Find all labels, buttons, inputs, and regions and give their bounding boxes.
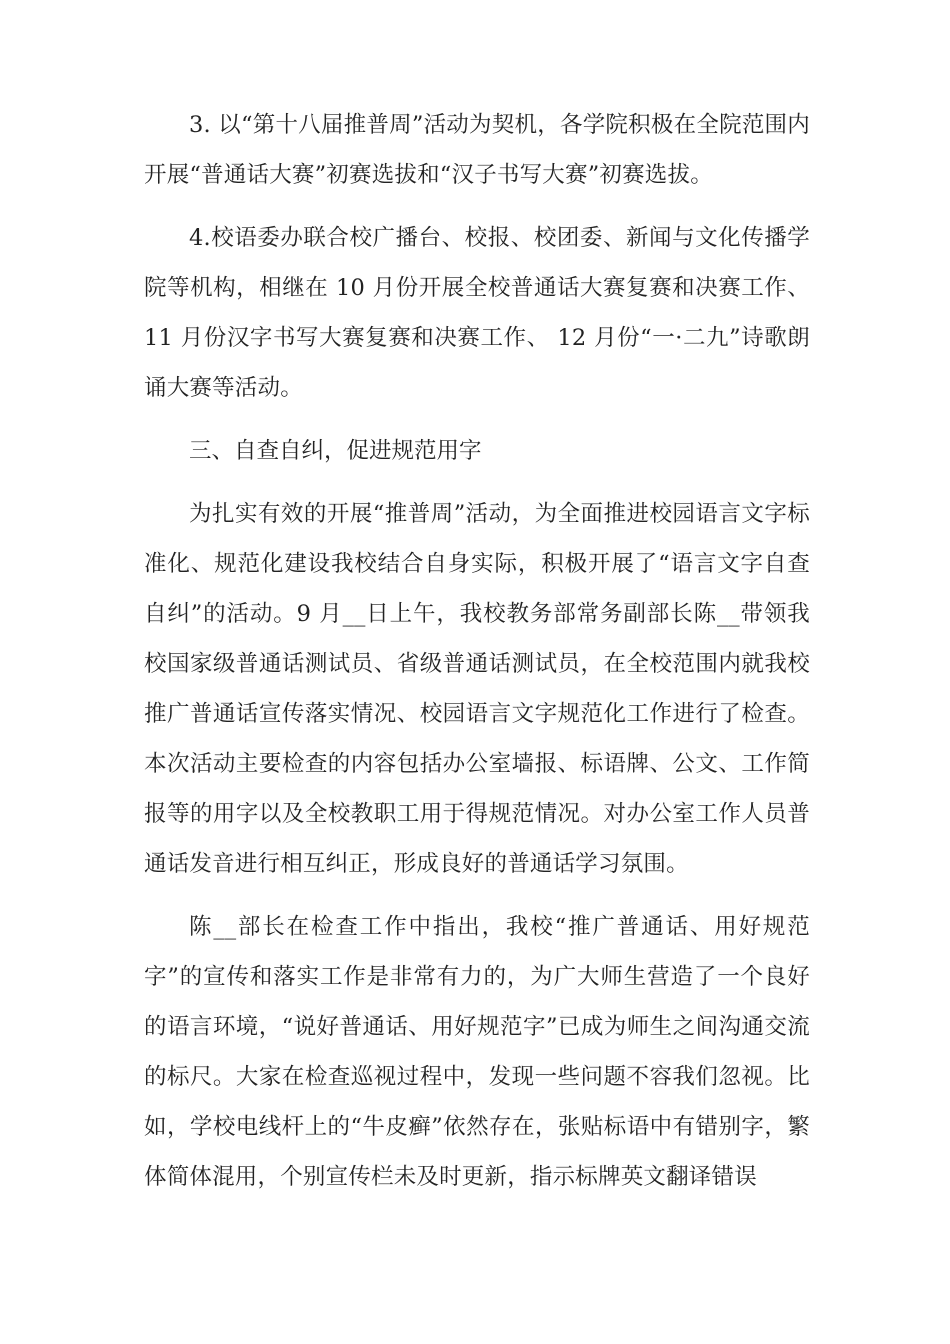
- paragraph-inspection-remarks: 陈__部长在检查工作中指出，我校“推广普通话、用好规范字”的宣传和落实工作是非常有力的，为广大师生营造了一个良好的语言环境，“说好普通话、用好规范字”已成为师生之间沟通交流的标尺。大家在检查巡视过程中，发现一些问题不容我们忽视。比如，学校电线杆上的“牛皮癣”依然存在，张贴标语中有错别字，繁体简体混用，个别宣传栏未及时更新，指示标牌英文翻译错误: [144, 914, 810, 1190]
- paragraph-item-4: 4.校语委办联合校广播台、校报、校团委、新闻与文化传播学院等机构，相继在 10 月份开展全校普通话大赛复赛和决赛工作、11 月份汉字书写大赛复赛和决赛工作、 12 月份“一·二九”诗歌朗诵大赛等活动。: [144, 225, 810, 401]
- paragraph-item-3: 3. 以“第十八届推普周”活动为契机，各学院积极在全院范围内开展“普通话大赛”初赛选拔和“汉子书写大赛”初赛选拔。: [144, 112, 810, 188]
- section-heading: 三、自查自纠，促进规范用字: [189, 438, 482, 464]
- paragraph-self-check: 为扎实有效的开展“推普周”活动，为全面推进校园语言文字标准化、规范化建设我校结合自身实际，积极开展了“语言文字自查自纠”的活动。9 月__日上午，我校教务部常务副部长陈__带领我校国家级普通话测试员、省级普通话测试员，在全校范围内就我校推广普通话宣传落实情况、校园语言文字规范化工作进行了检查。本次活动主要检查的内容包括办公室墙报、标语牌、公文、工作简报等的用字以及全校教职工用于得规范情况。对办公室工作人员普通话发音进行相互纠正，形成良好的普通话学习氛围。: [144, 501, 810, 877]
